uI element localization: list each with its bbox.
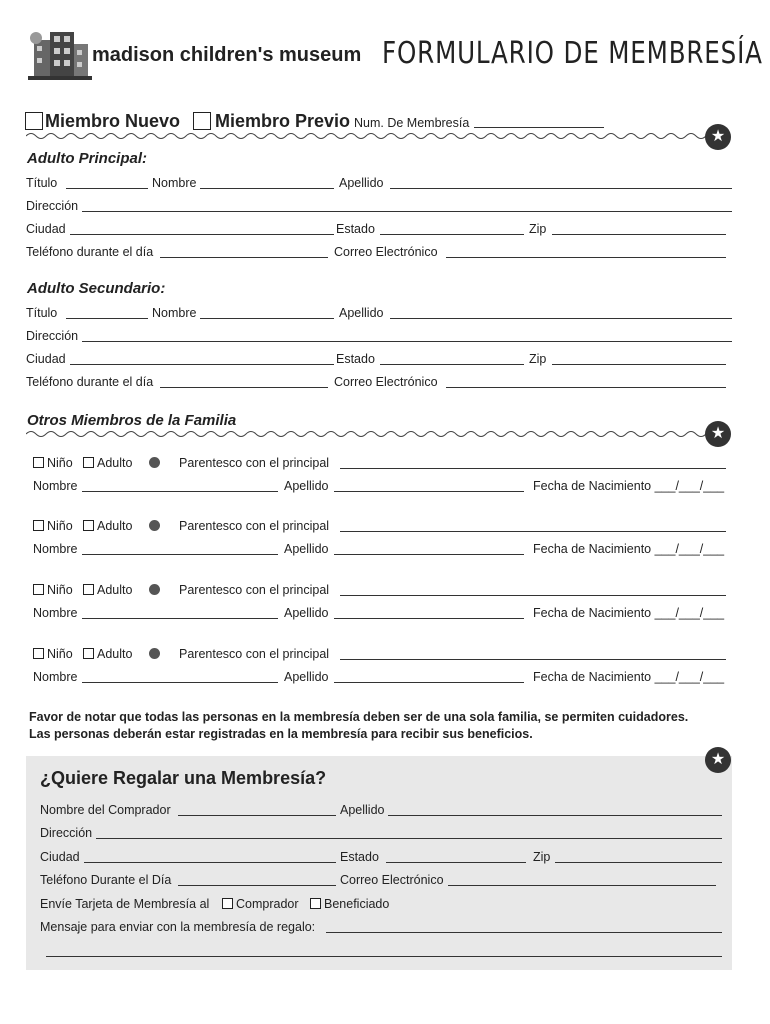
fecha-nacimiento-field[interactable]: Fecha de Nacimiento ___/___/___	[533, 542, 725, 556]
bullet-icon	[149, 583, 160, 597]
nombre-field[interactable]	[82, 554, 278, 555]
museum-logo	[26, 26, 366, 82]
buyer-correo-field[interactable]	[448, 885, 716, 886]
museum-building-icon	[26, 26, 96, 82]
primary-correo-field[interactable]	[446, 257, 726, 258]
nino-option[interactable]: Niño	[33, 647, 73, 661]
logo-text: madison children's museum	[92, 44, 362, 66]
star-icon: ★	[705, 124, 731, 150]
secondary-direccion-field[interactable]	[82, 341, 732, 342]
apellido-field[interactable]	[334, 554, 524, 555]
adulto-option[interactable]: Adulto	[83, 456, 132, 470]
parentesco-label: Parentesco con el principal	[179, 647, 330, 661]
beneficiado-option[interactable]: Beneficiado	[310, 897, 389, 911]
previous-member-checkbox[interactable]	[193, 112, 211, 130]
ciudad-label: Ciudad	[26, 352, 66, 366]
new-member-checkbox[interactable]	[25, 112, 43, 130]
bullet-icon	[149, 456, 160, 470]
primary-adult-heading: Adulto Principal:	[27, 150, 147, 167]
parentesco-label: Parentesco con el principal	[179, 519, 330, 533]
buyer-name-label: Nombre del Comprador	[40, 803, 171, 817]
buyer-direccion-field[interactable]	[96, 838, 722, 839]
send-card-label: Envíe Tarjeta de Membresía al	[40, 897, 210, 911]
nino-checkbox[interactable]	[33, 520, 44, 531]
notice-line-2: Las personas deberán estar registradas en la membresía para recibir sus beneficios.	[29, 727, 533, 741]
primary-direccion-field[interactable]	[82, 211, 732, 212]
buyer-apellido-field[interactable]	[388, 815, 722, 816]
gift-message-label: Mensaje para enviar con la membresía de regalo:	[40, 920, 316, 934]
nino-checkbox[interactable]	[33, 584, 44, 595]
fecha-nacimiento-field[interactable]: Fecha de Nacimiento ___/___/___	[533, 670, 725, 684]
nino-option[interactable]: Niño	[33, 583, 73, 597]
star-icon: ★	[705, 747, 731, 773]
apellido-label: Apellido	[284, 606, 329, 620]
wavy-divider	[26, 428, 706, 440]
adulto-option[interactable]: Adulto	[83, 647, 132, 661]
member-number-label: Num. De Membresía	[354, 116, 470, 130]
secondary-nombre-field[interactable]	[200, 318, 334, 319]
notice-line-1: Favor de notar que todas las personas en la membresía deben ser de una sola familia, se permiten cuidadores.	[29, 710, 689, 724]
apellido-label: Apellido	[339, 176, 384, 190]
direccion-label: Dirección	[40, 826, 93, 840]
secondary-apellido-field[interactable]	[390, 318, 732, 319]
estado-label: Estado	[340, 850, 379, 864]
secondary-adult-heading: Adulto Secundario:	[27, 280, 166, 297]
wavy-divider	[26, 130, 706, 142]
gift-message-field[interactable]	[326, 932, 722, 933]
member-number-field[interactable]	[474, 127, 604, 128]
apellido-field[interactable]	[334, 491, 524, 492]
adulto-option[interactable]: Adulto	[83, 583, 132, 597]
apellido-label: Apellido	[284, 479, 329, 493]
secondary-zip-field[interactable]	[552, 364, 726, 365]
apellido-label: Apellido	[284, 542, 329, 556]
apellido-field[interactable]	[334, 618, 524, 619]
gift-heading: ¿Quiere Regalar una Membresía?	[40, 768, 327, 788]
nombre-field[interactable]	[82, 491, 278, 492]
fecha-nacimiento-field[interactable]: Fecha de Nacimiento ___/___/___	[533, 606, 725, 620]
parentesco-field[interactable]	[340, 595, 726, 596]
primary-ciudad-field[interactable]	[70, 234, 334, 235]
parentesco-field[interactable]	[340, 468, 726, 469]
telefono-label: Teléfono durante el día	[26, 245, 154, 259]
buyer-ciudad-field[interactable]	[84, 862, 336, 863]
correo-label: Correo Electrónico	[340, 873, 444, 887]
secondary-telefono-field[interactable]	[160, 387, 328, 388]
parentesco-label: Parentesco con el principal	[179, 583, 330, 597]
apellido-label: Apellido	[339, 306, 384, 320]
adulto-checkbox[interactable]	[83, 648, 94, 659]
apellido-label: Apellido	[284, 670, 329, 684]
comprador-checkbox[interactable]	[222, 898, 233, 909]
nino-option[interactable]: Niño	[33, 456, 73, 470]
nombre-field[interactable]	[82, 618, 278, 619]
nino-option[interactable]: Niño	[33, 519, 73, 533]
buyer-name-field[interactable]	[178, 815, 336, 816]
beneficiado-checkbox[interactable]	[310, 898, 321, 909]
primary-estado-field[interactable]	[380, 234, 524, 235]
zip-label: Zip	[533, 850, 551, 864]
telefono-label: Teléfono durante el día	[26, 375, 154, 389]
zip-label: Zip	[529, 222, 547, 236]
ciudad-label: Ciudad	[26, 222, 66, 236]
buyer-estado-field[interactable]	[386, 862, 526, 863]
nombre-label: Nombre	[33, 606, 78, 620]
secondary-estado-field[interactable]	[380, 364, 524, 365]
titulo-label: Título	[26, 306, 58, 320]
adulto-checkbox[interactable]	[83, 457, 94, 468]
nombre-field[interactable]	[82, 682, 278, 683]
apellido-label: Apellido	[340, 803, 385, 817]
correo-label: Correo Electrónico	[334, 375, 438, 389]
nombre-label: Nombre	[33, 670, 78, 684]
nombre-label: Nombre	[152, 176, 197, 190]
estado-label: Estado	[336, 222, 375, 236]
secondary-correo-field[interactable]	[446, 387, 726, 388]
correo-label: Correo Electrónico	[334, 245, 438, 259]
bullet-icon	[149, 519, 160, 533]
secondary-ciudad-field[interactable]	[70, 364, 334, 365]
primary-zip-field[interactable]	[552, 234, 726, 235]
fecha-nacimiento-field[interactable]: Fecha de Nacimiento ___/___/___	[533, 479, 725, 493]
nombre-label: Nombre	[33, 542, 78, 556]
estado-label: Estado	[336, 352, 375, 366]
gift-message-field-2[interactable]	[46, 956, 722, 957]
apellido-field[interactable]	[334, 682, 524, 683]
primary-nombre-field[interactable]	[200, 188, 334, 189]
bullet-icon	[149, 647, 160, 661]
buyer-telefono-field[interactable]	[178, 885, 336, 886]
telefono-label: Teléfono Durante el Día	[40, 873, 172, 887]
direccion-label: Dirección	[26, 329, 79, 343]
nino-checkbox[interactable]	[33, 648, 44, 659]
form-title: FORMULARIO DE MEMBRESÍA	[382, 36, 763, 71]
titulo-label: Título	[26, 176, 58, 190]
nombre-label: Nombre	[152, 306, 197, 320]
star-icon: ★	[705, 421, 731, 447]
adulto-option[interactable]: Adulto	[83, 519, 132, 533]
family-heading: Otros Miembros de la Familia	[27, 412, 237, 429]
comprador-option[interactable]: Comprador	[222, 897, 299, 911]
nombre-label: Nombre	[33, 479, 78, 493]
buyer-zip-field[interactable]	[555, 862, 722, 863]
adulto-checkbox[interactable]	[83, 520, 94, 531]
parentesco-label: Parentesco con el principal	[179, 456, 330, 470]
parentesco-field[interactable]	[340, 531, 726, 532]
zip-label: Zip	[529, 352, 547, 366]
direccion-label: Dirección	[26, 199, 79, 213]
adulto-checkbox[interactable]	[83, 584, 94, 595]
ciudad-label: Ciudad	[40, 850, 80, 864]
secondary-titulo-field[interactable]	[66, 318, 148, 319]
primary-telefono-field[interactable]	[160, 257, 328, 258]
nino-checkbox[interactable]	[33, 457, 44, 468]
primary-titulo-field[interactable]	[66, 188, 148, 189]
previous-member-label: Miembro Previo	[215, 111, 351, 131]
new-member-label: Miembro Nuevo	[45, 111, 181, 131]
primary-apellido-field[interactable]	[390, 188, 732, 189]
parentesco-field[interactable]	[340, 659, 726, 660]
